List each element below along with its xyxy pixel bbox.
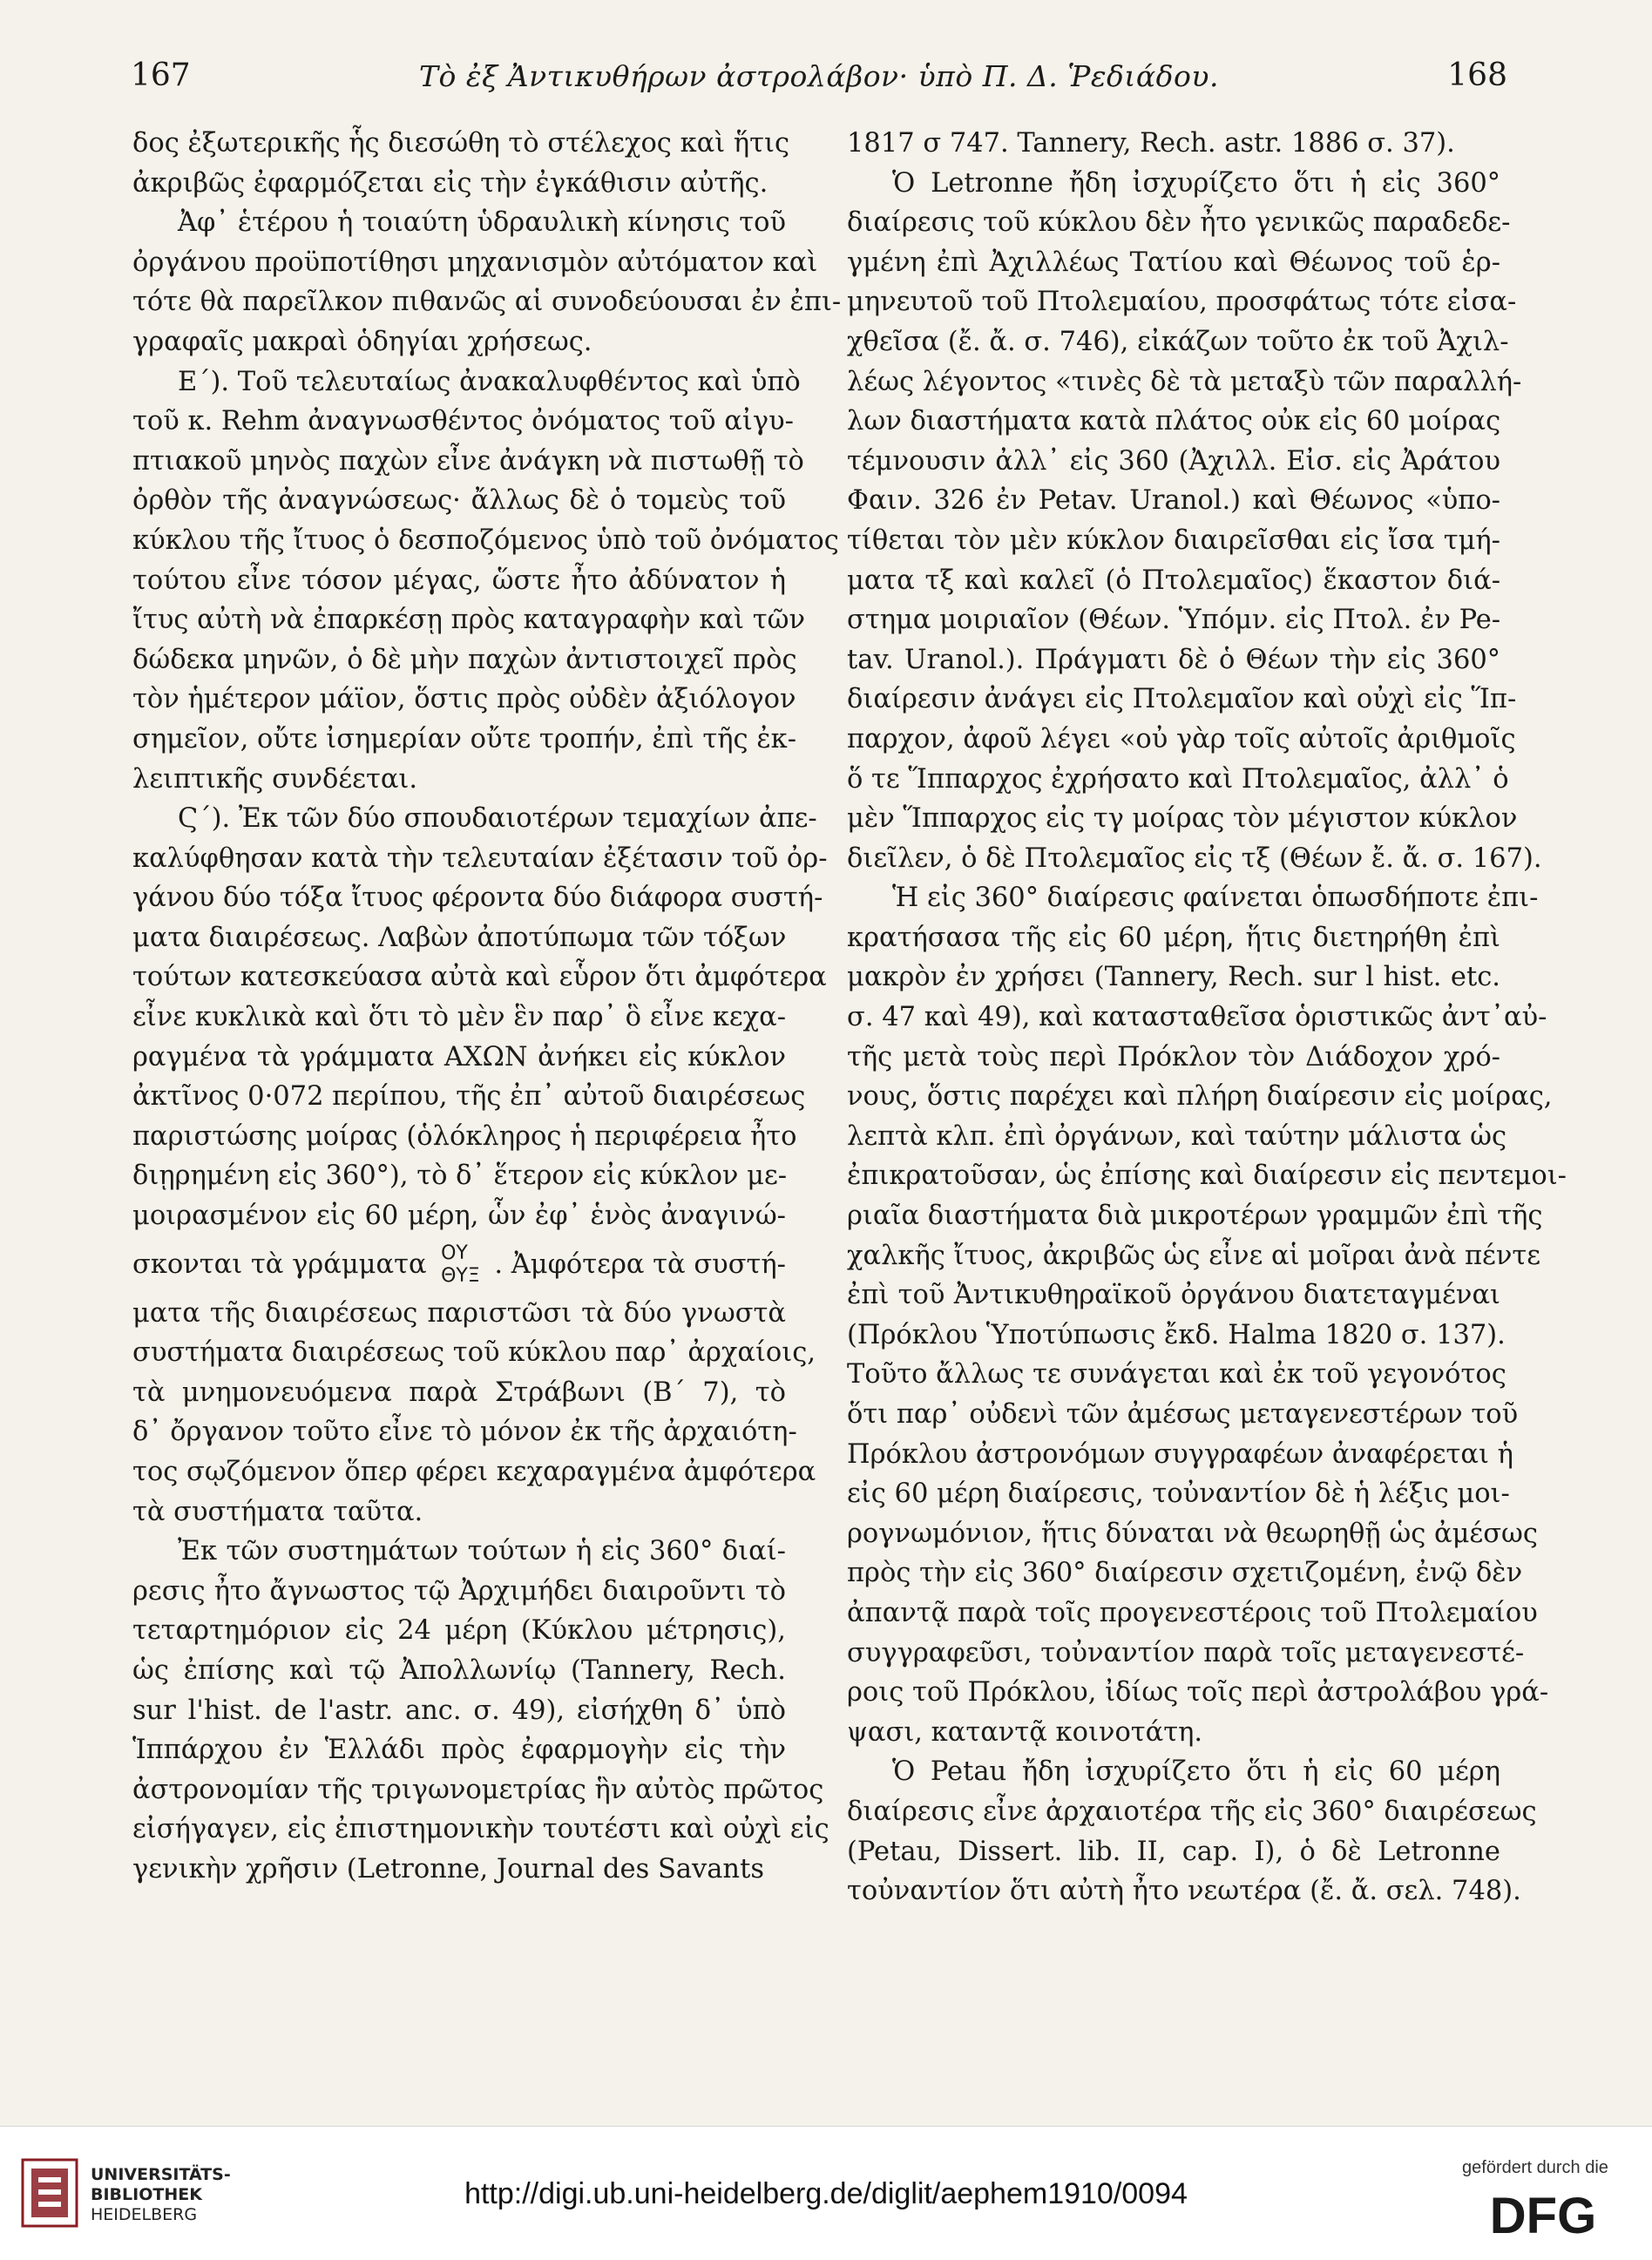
right-column-text-line: διεῖλεν, ὁ δὲ Πτολεμαῖος εἰς τξ (Θέων ἔ. ἄ. σ. 167). <box>847 842 1542 874</box>
left-column-text-line: τότε θὰ παρεῖλκον πιθανῶς αἱ συνοδεύουσαι ἐν ἐπι- <box>132 287 842 318</box>
right-column-text-line: λων διαστήματα κατὰ πλάτος οὐκ εἰς 60 μοίρας <box>847 406 1501 437</box>
right-column-text-line: ὅτι παρ᾽ οὐδενὶ τῶν ἀμέσως μεταγενεστέρων τοῦ <box>847 1399 1519 1430</box>
right-column-text-line: μὲν Ἵππαρχος εἰς τγ μοίρας τὸν μέγιστον κύκλον <box>847 803 1518 835</box>
left-column-text-line: τούτων κατεσκεύασα αὐτὰ καὶ εὗρον ὅτι ἀμφότερα <box>132 962 827 993</box>
left-column-text-line: παριστώσης μοίρας (ὁλόκληρος ἡ περιφέρεια ἦτο <box>132 1120 797 1152</box>
right-column-paragraph <box>847 878 1567 1752</box>
right-column-text-line: (Πρόκλου Ὑποτύπωσις ἔκδ. Halma 1820 σ. 137). <box>847 1319 1506 1350</box>
left-column-text-line: γραφαῖς μακραὶ ὁδηγίαι χρήσεως. <box>132 326 592 357</box>
left-column-text-line: Ε΄). Τοῦ τελευταίως ἀνακαλυφθέντος καὶ ὑπὸ <box>178 366 801 397</box>
left-column-text-line: δ᾽ ὄργανον τοῦτο εἶνε τὸ μόνον ἐκ τῆς ἀρχαιότη- <box>132 1417 797 1448</box>
funded-by-text: gefördert durch die <box>1462 2158 1608 2177</box>
left-column-text-line: πτιακοῦ μηνὸς παχὼν εἶνε ἀνάγκη νὰ πιστωθῇ τὸ <box>132 445 804 477</box>
left-column-paragraph <box>132 203 842 362</box>
left-column-text-line: γενικὴν χρῆσιν (Letronne, Journal des Savants <box>132 1853 764 1884</box>
right-column-text-line: μακρὸν ἐν χρήσει (Tannery, Rech. sur l hist. etc. <box>847 962 1500 993</box>
right-column-text-line: παρχον, ἀφοῦ λέγει «οὐ γὰρ τοῖς αὐτοῖς ἀριθμοῖς <box>847 723 1516 754</box>
left-column-text-line: ματα διαιρέσεως. Λαβὼν ἀποτύπωμα τῶν τόξων <box>132 922 787 953</box>
left-column-text-line: τὰ μνημονευόμενα παρὰ Στράβωνι (Β΄ 7), τὸ <box>132 1377 786 1408</box>
left-column-text-line: καλύφθησαν κατὰ τὴν τελευταίαν ἐξέτασιν τοῦ ὀρ- <box>132 842 828 874</box>
left-column-text-line: ὀρθὸν τῆς ἀναγνώσεως· ἄλλως δὲ ὁ τομεὺς τοῦ <box>132 485 786 517</box>
right-column-text-line: ροις τοῦ Πρόκλου, ἰδίως τοῖς περὶ ἀστρολάβου γρά- <box>847 1677 1549 1709</box>
library-name-line2: BIBLIOTHEK <box>91 2185 202 2204</box>
left-column-text-line: Ἀφ᾽ ἑτέρου ἡ τοιαύτη ὑδραυλικὴ κίνησις τοῦ <box>178 207 786 239</box>
right-column-text-line: τέμνουσιν ἀλλ᾽ εἰς 360 (Ἀχιλλ. Εἰσ. εἰς Ἀράτου <box>847 445 1500 477</box>
right-column-text-line: διαίρεσις εἶνε ἀρχαιοτέρα τῆς εἰς 360° διαιρέσεως <box>847 1796 1537 1827</box>
right-column-text-line: τοὐναντίον ὅτι αὐτὴ ἦτο νεωτέρα (ἔ. ἄ. σελ. 748). <box>847 1876 1521 1907</box>
running-header <box>131 58 1507 110</box>
left-column-paragraph <box>132 362 839 800</box>
right-column-text-line: ὅ τε Ἵππαρχος ἐχρήσατο καὶ Πτολεμαῖος, ἀλλ᾽ ὁ <box>847 763 1509 795</box>
dfg-logo-text: DFG <box>1489 2188 1597 2240</box>
library-name-line3: HEIDELBERG <box>91 2205 198 2224</box>
left-column-text-line: Ἐκ τῶν συστημάτων τούτων ἡ εἰς 360° διαί- <box>178 1536 786 1567</box>
left-column-text-line <box>132 1236 786 1294</box>
left-column-text-line: σημεῖον, οὔτε ἰσημερίαν οὔτε τροπήν, ἐπὶ τῆς ἐκ- <box>132 723 797 754</box>
left-column-text-line: κύκλου τῆς ἴτυος ὁ δεσποζόμενος ὑπὸ τοῦ ὀνόματος <box>132 524 839 556</box>
left-column-text-line: συστήματα διαιρέσεως τοῦ κύκλου παρ᾽ ἀρχαίοις, <box>132 1337 816 1369</box>
right-column-text-line: ἐπικρατοῦσαν, ὡς ἐπίσης καὶ διαίρεσιν εἰς πεντεμοι- <box>847 1160 1567 1192</box>
left-column-text-line: ἀστρονομίαν τῆς τριγωνομετρίας ἣν αὐτὸς πρῶτος <box>132 1774 824 1805</box>
left-column-text-line: εἰσήγαγεν, εἰς ἐπιστημονικὴν τουτέστι καὶ οὐχὶ εἰς <box>132 1814 829 1845</box>
right-column-text-line: λεπτὰ κλπ. ἐπὶ ὀργάνων, καὶ ταύτην μάλιστα ὡς <box>847 1120 1507 1152</box>
right-column-text-line: ματα τξ καὶ καλεῖ (ὁ Πτολεμαῖος) ἕκαστον διά- <box>847 565 1500 596</box>
right-column-paragraph <box>847 124 1500 164</box>
left-column-text-line: τεταρτημόριον εἰς 24 μέρη (Κύκλου μέτρησις), <box>132 1615 786 1647</box>
right-column-text-line: νους, ὅστις παρέχει καὶ πλήρη διαίρεσιν εἰς μοίρας, <box>847 1081 1553 1113</box>
right-column-text-line: γμένη ἐπὶ Ἀχιλλέως Τατίου καὶ Θέωνος τοῦ ἑρ- <box>847 247 1500 278</box>
right-column-text-line: ρογνωμόνιον, ἥτις δύναται νὰ θεωρηθῇ ὡς ἀμέσως <box>847 1518 1538 1549</box>
left-column-text-line: μοιρασμένον εἰς 60 μέρη, ὧν ἐφ᾽ ἑνὸς ἀναγινώ- <box>132 1201 786 1232</box>
left-column-text-line: ἀκριβῶς ἐφαρμόζεται εἰς τὴν ἐγκάθισιν αὐτῆς. <box>132 167 768 199</box>
right-column-text-line: μηνευτοῦ τοῦ Πτολεμαίου, προσφάτως τότε εἰσα- <box>847 287 1517 318</box>
right-text-column <box>847 124 1567 1912</box>
left-column-text-line: τὰ συστήματα ταῦτα. <box>132 1496 423 1527</box>
left-column-text-line: τος σῳζόμενον ὅπερ φέρει κεχαραγμένα ἀμφότερα <box>132 1457 816 1487</box>
left-column-text-line: ρεσις ἦτο ἄγνωστος τῷ Ἀρχιμήδει διαιροῦντι τὸ <box>132 1575 786 1607</box>
left-column-text-fragment: σκονται τὰ γράμματα <box>132 1248 427 1280</box>
left-column-paragraph <box>132 799 828 1532</box>
left-column-text-line: τὸν ἡμέτερον μάϊον, ὅστις πρὸς οὐδὲν ἀξιόλογον <box>132 684 796 715</box>
right-column-text-line: σ. 47 καὶ 49), καὶ κατασταθεῖσα ὁριστικῶς ἀντ᾽αὐ- <box>847 1002 1547 1033</box>
left-column-text-line: τοῦ κ. Rehm ἀναγνωσθέντος ὀνόματος τοῦ αἰγυ- <box>132 406 794 437</box>
footer-bar <box>0 2126 1652 2260</box>
right-column-text-line: διαίρεσις τοῦ κύκλου δὲν ἦτο γενικῶς παραδεδε- <box>847 207 1511 239</box>
left-column-text-line: λειπτικῆς συνδέεται. <box>132 763 418 795</box>
right-column-text-line: χαλκῆς ἴτυος, ἀκριβῶς ὡς εἶνε αἱ μοῖραι ἀνὰ πέντε <box>847 1240 1541 1271</box>
right-column-text-line: 1817 σ 747. Tannery, Rech. astr. 1886 σ. 37). <box>847 128 1455 159</box>
left-column-text-line: ἴτυς αὐτὴ νὰ ἐπαρκέσῃ πρὸς καταγραφὴν καὶ τῶν <box>132 605 806 636</box>
right-column-text-line: λέως λέγοντος «τινὲς δὲ τὰ μεταξὺ τῶν παραλλή- <box>847 366 1522 397</box>
right-column-text-line: Ὁ Petau ἤδη ἰσχυρίζετο ὅτι ἡ εἰς 60 μέρη <box>892 1756 1500 1788</box>
left-column-text-line: γάνου δύο τόξα ἴτυος φέροντα δύο διάφορα συστή- <box>132 883 823 914</box>
right-column-text-line: χθεῖσα (ἔ. ἄ. σ. 746), εἰκάζων τοῦτο ἐκ τοῦ Ἀχιλ- <box>847 326 1509 357</box>
right-column-text-line: πρὸς τὴν εἰς 360° διαίρεσιν σχετιζομένη, ἐνῷ δὲν <box>847 1558 1523 1589</box>
inscription-top: ΟΥ <box>441 1242 468 1264</box>
inscription-letters <box>441 1242 480 1288</box>
right-column-text-line: ἐπὶ τοῦ Ἀντικυθηραϊκοῦ ὀργάνου διατεταγμέναι <box>847 1280 1500 1311</box>
running-title: Τὸ ἐξ Ἀντικυθήρων ἀστρολάβον· ὑπὸ Π. Δ. Ῥεδιάδου. <box>419 59 1219 93</box>
right-column-text-line: τίθεται τὸν μὲν κύκλον διαιρεῖσθαι εἰς ἴσα τμή- <box>847 524 1500 556</box>
left-column-text-line: Ἱππάρχου ἐν Ἑλλάδι πρὸς ἐφαρμογὴν εἰς τὴν <box>132 1735 786 1766</box>
left-column-text-fragment: . Ἀμφότερα τὰ συστή- <box>494 1248 786 1280</box>
right-column-text-line: ριαῖα διαστήματα διὰ μικροτέρων γραμμῶν ἐπὶ τῆς <box>847 1201 1543 1232</box>
left-text-column <box>132 124 842 1890</box>
right-column-text-line: διαίρεσιν ἀνάγει εἰς Πτολεμαῖον καὶ οὐχὶ εἰς Ἵπ- <box>847 684 1517 715</box>
permalink-url[interactable]: http://digi.ub.uni-heidelberg.de/diglit/aephem1910/0094 <box>464 2177 1188 2210</box>
left-column-text-line: ραγμένα τὰ γράμματα ΑΧΩΝ ἀνήκει εἰς κύκλον <box>132 1041 786 1072</box>
right-column-text-line: ψασι, καταντᾷ κοινοτάτη. <box>847 1716 1203 1748</box>
right-column-text-line: Ὁ Letronne ἤδη ἰσχυρίζετο ὅτι ἡ εἰς 360° <box>892 167 1500 199</box>
left-column-text-line: δος ἐξωτερικῆς ἧς διεσώθη τὸ στέλεχος καὶ ἥτις <box>132 128 790 159</box>
right-column-text-line: (Petau, Dissert. lib. II, cap. I), ὁ δὲ Letronne <box>847 1836 1500 1867</box>
right-column-text-line: Φαιν. 326 ἐν Petav. Uranol.) καὶ Θέωνος «ὑπο- <box>847 485 1500 517</box>
right-column-text-line: συγγραφεῦσι, τοὐναντίον παρὰ τοῖς μεταγενεστέ- <box>847 1637 1525 1668</box>
left-column-text-line: ἀκτῖνος 0·072 περίπου, τῆς ἐπ᾽ αὐτοῦ διαιρέσεως <box>132 1081 806 1113</box>
left-column-paragraph <box>132 124 790 203</box>
left-column-text-line: διῃρημένη εἰς 360°), τὸ δ᾽ ἕτερον εἰς κύκλον με- <box>132 1160 788 1192</box>
right-column-text-line: Πρόκλου ἀστρονόμων συγγραφέων ἀναφέρεται ἡ <box>847 1438 1513 1470</box>
right-column-text-line: στημα μοιριαῖον (Θέων. Ὑπόμν. εἰς Πτολ. ἐν Pe- <box>847 605 1501 636</box>
left-column-paragraph <box>132 1532 829 1889</box>
library-name-line1: UNIVERSITÄTS- <box>91 2165 231 2184</box>
left-column-text-line: τούτου εἶνε τόσον μέγας, ὥστε ἦτο ἀδύνατον ἡ <box>132 565 786 596</box>
page-number-right: 168 <box>1447 58 1507 93</box>
left-column-text-line: Ϛ΄). Ἐκ τῶν δύο σπουδαιοτέρων τεμαχίων ἀπε- <box>178 803 817 835</box>
left-column-text-line: sur l'hist. de l'astr. anc. σ. 49), εἰσήχθη δ᾽ ὑπὸ <box>132 1695 786 1726</box>
page-number-left: 167 <box>131 58 191 93</box>
right-column-text-line: εἰς 60 μέρη διαίρεσις, τοὐναντίον δὲ ἡ λέξις μοι- <box>847 1478 1510 1510</box>
dfg-logo-icon <box>1460 2188 1626 2240</box>
right-column-text-line: Τοῦτο ἄλλως τε συνάγεται καὶ ἐκ τοῦ γεγονότος <box>847 1359 1506 1391</box>
left-column-text-line: εἶνε κυκλικὰ καὶ ὅτι τὸ μὲν ἓν παρ᾽ ὃ εἶνε κεχα- <box>132 1002 786 1033</box>
right-column-paragraph <box>847 164 1542 879</box>
right-column-text-line: Ἡ εἰς 360° διαίρεσις φαίνεται ὁπωσδήποτε ἐπι- <box>892 883 1539 914</box>
left-column-text-line: ὡς ἐπίσης καὶ τῷ Ἀπολλωνίῳ (Tannery, Rech. <box>132 1654 786 1686</box>
left-column-text-line: ματα τῆς διαιρέσεως παριστῶσι τὰ δύο γνωστὰ <box>132 1297 786 1329</box>
right-column-paragraph <box>847 1752 1537 1911</box>
right-column-text-line: τῆς μετὰ τοὺς περὶ Πρόκλον τὸν Διάδοχον χρό- <box>847 1041 1500 1072</box>
right-column-text-line: tav. Uranol.). Πράγματι δὲ ὁ Θέων τὴν εἰς 360° <box>847 644 1500 675</box>
left-column-text-line: δώδεκα μηνῶν, ὁ δὲ μὴν παχὼν ἀντιστοιχεῖ πρὸς <box>132 644 797 675</box>
right-column-text-line: κρατήσασα τῆς εἰς 60 μέρη, ἥτις διετηρήθη ἐπὶ <box>847 922 1500 953</box>
left-column-text-line: ὀργάνου προϋποτίθησι μηχανισμὸν αὐτόματον καὶ <box>132 247 818 278</box>
right-column-text-line: ἀπαντᾷ παρὰ τοῖς προγενεστέροις τοῦ Πτολεμαίου <box>847 1597 1538 1628</box>
inscription-bottom: ΘΥΞ <box>441 1264 480 1287</box>
